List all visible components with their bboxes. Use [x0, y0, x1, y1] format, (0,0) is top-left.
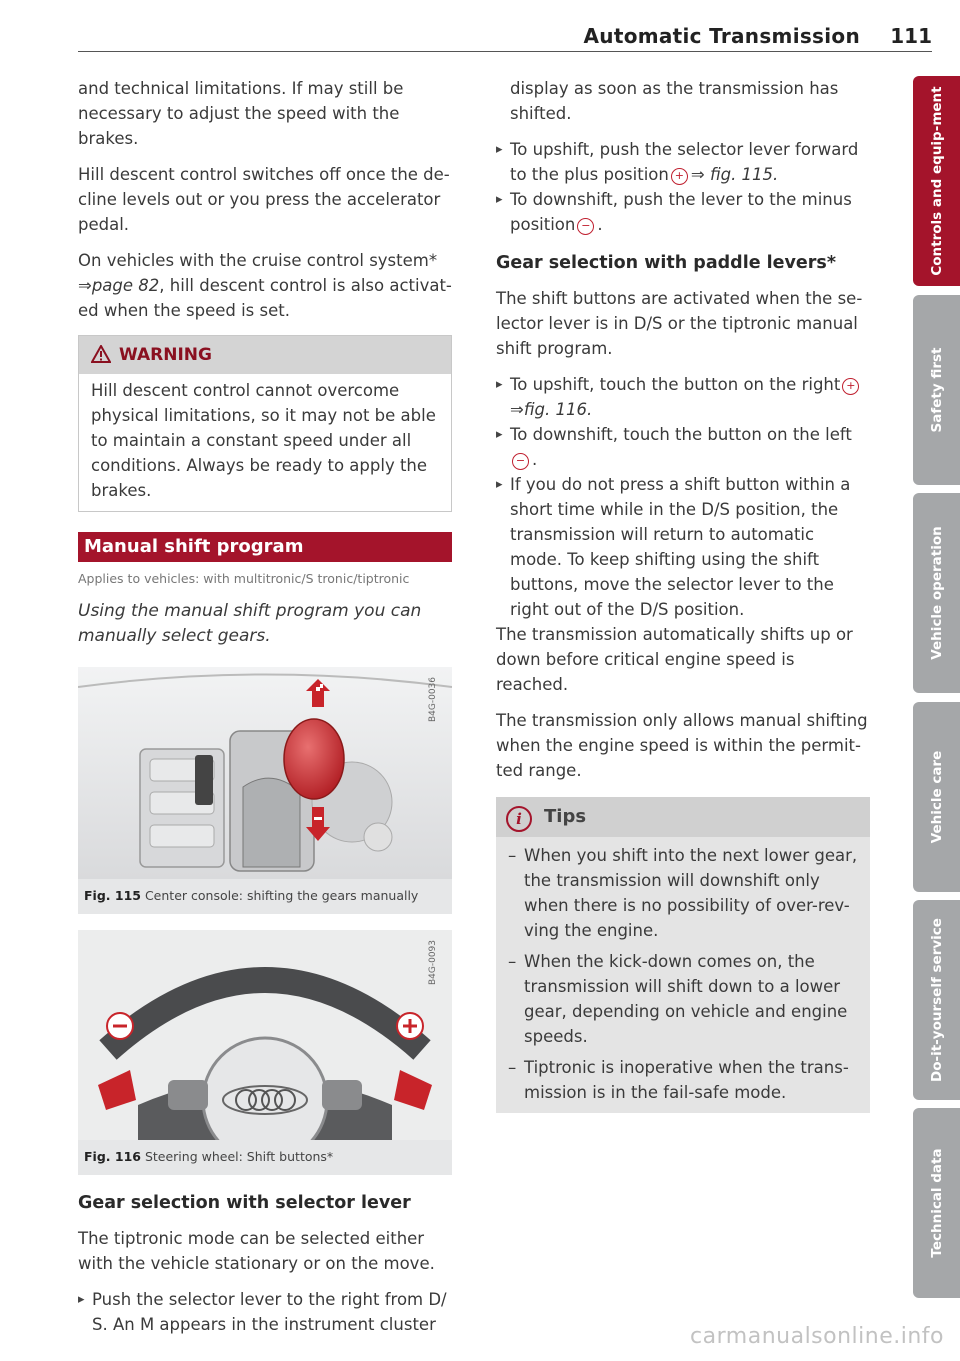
- paragraph: [78, 248, 452, 323]
- bullet-item: [496, 137, 870, 187]
- header-rule: [78, 51, 932, 52]
- page-link[interactable]: page 82: [91, 276, 160, 295]
- arrow-right-icon: ⇒: [78, 276, 92, 295]
- figure-caption: [78, 1140, 452, 1175]
- watermark: carmanualsonline.info: [690, 1324, 944, 1349]
- figure-label: Fig. 115: [84, 888, 141, 903]
- subheading: Gear selection with selector lever: [78, 1193, 411, 1213]
- tab-label: Safety first: [928, 347, 945, 433]
- warning-box: [78, 335, 452, 512]
- applies-note: Applies to vehicles: with multitronic/S tronic/tiptronic: [78, 571, 410, 586]
- tips-box: [496, 797, 870, 1113]
- figure-label: Fig. 116: [84, 1149, 141, 1164]
- bullet-item: ▸ If you do not press a shift button within a short time while in the D/S position, the transmission will return to automatic mode. To keep shifting using the shift buttons, move the selector lever to the right out of the D/S position.: [496, 472, 870, 622]
- subheading: Gear selection with paddle levers*: [496, 253, 837, 273]
- warning-header: [79, 336, 451, 374]
- tab-diy[interactable]: [913, 900, 960, 1100]
- minus-circle-icon: −: [577, 218, 594, 235]
- bullet-item: [496, 372, 870, 422]
- caption-text: Center console: shifting the gears manually: [144, 888, 419, 903]
- text: On vehicles with the cruise control system*: [78, 251, 438, 270]
- figure-115-image: [78, 667, 452, 879]
- paragraph: The tiptronic mode can be selected either with the vehicle stationary or on the move.: [78, 1229, 435, 1273]
- figure-code: B4G-0093: [428, 940, 438, 986]
- caption-text: Steering wheel: Shift buttons*: [144, 1149, 334, 1164]
- paragraph: The transmission automatically shifts up or down before critical engine speed is reached.: [496, 625, 853, 694]
- tab-label: Technical data: [928, 1148, 945, 1258]
- figure-link[interactable]: fig. 115.: [709, 165, 779, 184]
- left-column: [78, 76, 452, 1337]
- tab-technical[interactable]: [913, 1108, 960, 1298]
- right-column: [496, 76, 870, 1113]
- tab-controls[interactable]: [913, 76, 960, 286]
- minus-circle-icon: −: [512, 453, 529, 470]
- text: , hill descent control is also activat-ed when the speed is set.: [78, 276, 452, 320]
- plus-circle-icon: +: [671, 168, 688, 185]
- figure-caption: [78, 879, 452, 914]
- figure-link[interactable]: fig. 116.: [523, 400, 593, 419]
- tip-item: – Tiptronic is inoperative when the trans-mission is in the fail-safe mode.: [496, 1055, 870, 1105]
- info-icon: i: [506, 806, 532, 832]
- bullet-item: ▸ To downshift, push the lever to the minus position − .: [496, 187, 870, 237]
- bullet-item: ▸ To downshift, touch the button on the left − .: [496, 422, 870, 472]
- warning-text: Hill descent control cannot overcome physical limitations, so it may not be able to maintain a constant speed under all conditions. Always be ready to apply the brakes.: [91, 381, 436, 500]
- paragraph: The shift buttons are activated when the se-lector lever is in D/S or the tiptronic manual shift program.: [496, 289, 863, 358]
- warning-title: WARNING: [119, 345, 212, 365]
- section-heading: Manual shift program: [78, 532, 452, 562]
- text: To downshift, push the lever to the minus position: [510, 190, 852, 234]
- page-header: [78, 18, 932, 54]
- bullet-item: ▸ Push the selector lever to the right from D/ S. An M appears in the instrument cluster: [78, 1287, 452, 1337]
- tips-header: [496, 797, 870, 837]
- tips-title: Tips: [544, 806, 587, 827]
- tab-label: Do-it-yourself service: [928, 918, 945, 1082]
- section-intro: Using the manual shift program you can manually select gears.: [78, 601, 422, 646]
- tab-safety[interactable]: [913, 295, 960, 485]
- paragraph: The transmission only allows manual shifting when the engine speed is within the permit-ted range.: [496, 711, 868, 780]
- figure-code: B4G-0036: [428, 677, 438, 723]
- tab-care[interactable]: [913, 702, 960, 892]
- tab-label: Vehicle operation: [928, 526, 945, 660]
- arrow-right-icon: ⇒: [510, 400, 524, 419]
- tab-label: Vehicle care: [928, 750, 945, 844]
- paragraph: display as soon as the transmission has shifted.: [510, 79, 839, 123]
- warning-triangle-icon: [91, 339, 111, 377]
- arrow-right-icon: ⇒: [690, 165, 705, 184]
- tip-item: – When you shift into the next lower gear, the transmission will downshift only when there is no possibility of over-rev-ving the engine.: [496, 843, 870, 943]
- tab-label: Controls and equip-ment: [928, 86, 945, 276]
- page-number: 111: [890, 24, 932, 48]
- text: To upshift, push the selector lever forward to the plus position: [510, 140, 859, 184]
- paragraph: and technical limitations. If may still be necessary to adjust the speed with the brakes.: [78, 79, 404, 148]
- text: To downshift, touch the button on the left: [510, 425, 852, 444]
- chapter-title: Automatic Transmission: [583, 24, 860, 48]
- figure-116-image: [78, 930, 452, 1140]
- paragraph: Hill descent control switches off once the de-cline levels out or you press the accelerator pedal.: [78, 165, 450, 234]
- plus-circle-icon: +: [842, 378, 859, 395]
- tab-operation[interactable]: [913, 493, 960, 693]
- tip-item: – When the kick-down comes on, the transmission will shift down to a lower gear, depending on vehicle and engine speeds.: [496, 949, 870, 1049]
- text: To upshift, touch the button on the right: [510, 375, 841, 394]
